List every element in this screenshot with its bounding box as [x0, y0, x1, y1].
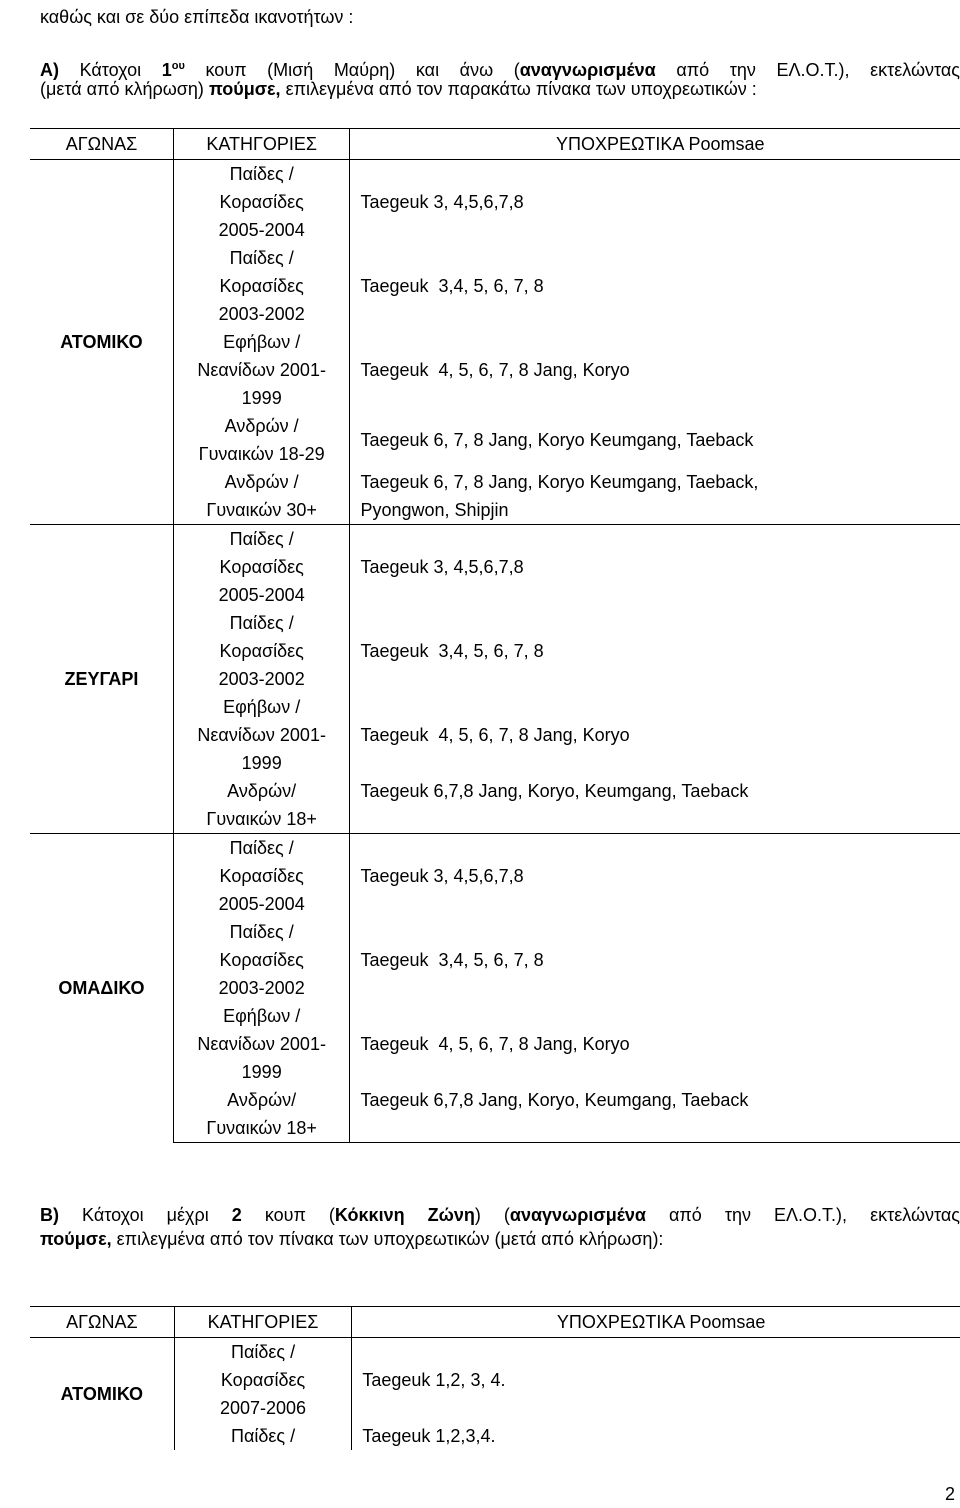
poomsae-cell [350, 412, 960, 468]
category-cell [173, 525, 350, 610]
category-line: 2005-2004 [218, 585, 305, 605]
header-categories: ΚΑΤΗΓΟΡΙΕΣ [174, 1307, 352, 1338]
poomsae-line: Taegeuk 1,2, 3, 4. [362, 1370, 506, 1390]
header-categories: ΚΑΤΗΓΟΡΙΕΣ [173, 129, 350, 160]
poomsae-line: Taegeuk 4, 5, 6, 7, 8 Jang, Koryo [360, 360, 630, 380]
category-cell [173, 244, 350, 328]
section-a-text1: Κάτοχοι [79, 60, 142, 80]
category-cell [173, 777, 350, 834]
section-a-poomse: πούμσε, [208, 79, 281, 99]
category-line: Κορασίδες [219, 276, 304, 296]
category-cell [174, 1422, 352, 1450]
category-cell [174, 1338, 352, 1423]
category-line: 2003-2002 [218, 669, 305, 689]
poomsae-cell [350, 1002, 960, 1086]
category-cell [173, 1086, 350, 1143]
category-line: Κορασίδες [219, 866, 304, 886]
poomsae-cell [350, 777, 960, 834]
category-line: 1999 [241, 388, 282, 408]
section-b-recognized: αναγνωρισμένα [509, 1205, 646, 1225]
table-row [30, 1338, 960, 1423]
category-line: 1999 [241, 753, 282, 773]
category-line: 1999 [241, 1062, 282, 1082]
category-line: Νεανίδων 2001- [197, 725, 326, 745]
category-line: Νεανίδων 2001- [197, 1034, 326, 1054]
category-line: Εφήβων / [223, 697, 301, 717]
section-a-sup: ου [171, 60, 185, 72]
table-header-row [30, 129, 960, 160]
category-line: Γυναικών 18-29 [198, 444, 325, 464]
poomsae-line: Taegeuk 4, 5, 6, 7, 8 Jang, Koryo [360, 1034, 630, 1054]
page-number: 2 [945, 1484, 956, 1504]
section-a-line2 [40, 78, 960, 100]
category-line: Ανδρών/ [227, 781, 297, 801]
category-cell [173, 328, 350, 412]
poomsae-cell [350, 244, 960, 328]
category-line: Γυναικών 18+ [206, 1118, 317, 1138]
header-event: ΑΓΩΝΑΣ [30, 1307, 174, 1338]
category-cell [173, 1002, 350, 1086]
table-row [30, 834, 960, 919]
category-cell [173, 412, 350, 468]
table-header-row [30, 1307, 960, 1338]
event-cell: ΑΤΟΜΙΚΟ [30, 160, 173, 525]
event-cell: ΟΜΑΔΙΚΟ [30, 834, 173, 1143]
poomsae-cell [352, 1422, 960, 1450]
header-event: ΑΓΩΝΑΣ [30, 129, 173, 160]
poomsae-line: Taegeuk 6, 7, 8 Jang, Koryo Keumgang, Taeback [360, 430, 754, 450]
poomsae-line: Taegeuk 3, 4,5,6,7,8 [360, 557, 524, 577]
section-a-line2-text2: επιλεγμένα από τον παρακάτω πίνακα των υποχρεωτικών : [285, 79, 757, 99]
category-line: 2003-2002 [218, 304, 305, 324]
poomsae-line: Taegeuk 3,4, 5, 6, 7, 8 [360, 641, 544, 661]
poomsae-cell [350, 525, 960, 610]
category-line: Παίδες / [229, 838, 294, 858]
category-line: Εφήβων / [223, 332, 301, 352]
table-row [30, 525, 960, 610]
event-cell: ΑΤΟΜΙΚΟ [30, 1338, 174, 1451]
category-line: 2007-2006 [219, 1398, 307, 1418]
category-cell [173, 693, 350, 777]
category-line: Παίδες / [229, 922, 294, 942]
category-cell [173, 609, 350, 693]
poomsae-line: Taegeuk 3,4, 5, 6, 7, 8 [360, 276, 544, 296]
section-b-num: 2 [231, 1205, 242, 1225]
category-line: Κορασίδες [219, 950, 304, 970]
category-line: Γυναικών 30+ [206, 500, 317, 520]
poomsae-line: Taegeuk 3, 4,5,6,7,8 [360, 192, 524, 212]
poomsae-table-advanced [30, 128, 960, 1143]
section-b-text2: κουπ ( [264, 1205, 335, 1225]
section-a-line2-text1: (μετά από κλήρωση) [40, 79, 204, 99]
poomsae-cell [350, 693, 960, 777]
category-line: 2005-2004 [218, 894, 305, 914]
section-a-label: Α) [40, 60, 59, 80]
category-cell [173, 468, 350, 525]
section-b-text4: από την ΕΛ.Ο.Τ.), εκτελώντας [668, 1205, 960, 1225]
section-a-text2: κουπ (Μισή Μαύρη) και άνω ( [205, 60, 520, 80]
table-row [30, 160, 960, 245]
poomsae-cell [350, 609, 960, 693]
category-line: Νεανίδων 2001- [197, 360, 326, 380]
category-line: Εφήβων / [223, 1006, 301, 1026]
section-b-red-belt: Κόκκινη Ζώνη [334, 1205, 475, 1225]
header-poomsae: ΥΠΟΧΡΕΩΤΙΚΑ Poomsae [350, 129, 960, 160]
poomsae-cell [350, 1086, 960, 1143]
poomsae-cell [350, 328, 960, 412]
category-line: Κορασίδες [219, 192, 304, 212]
section-a-recognized: αναγνωρισμένα [519, 60, 656, 80]
section-b-line2 [40, 1228, 960, 1250]
intro-line: καθώς και σε δύο επίπεδα ικανοτήτων : [40, 7, 354, 27]
category-line: Ανδρών/ [227, 1090, 297, 1110]
section-b-poomse: πούμσε, [40, 1229, 112, 1249]
category-line: Γυναικών 18+ [206, 809, 317, 829]
poomsae-line: Taegeuk 6, 7, 8 Jang, Koryo Keumgang, Taeback, [360, 472, 759, 492]
section-b-label: Β) [40, 1205, 59, 1225]
category-line: 2003-2002 [218, 978, 305, 998]
poomsae-line: Taegeuk 3,4, 5, 6, 7, 8 [360, 950, 544, 970]
section-b-text1: Κάτοχοι μέχρι [82, 1205, 209, 1225]
poomsae-line: Pyongwon, Shipjin [360, 500, 509, 520]
category-line: Ανδρών / [224, 472, 299, 492]
category-line: Ανδρών / [224, 416, 299, 436]
category-line: Παίδες / [229, 164, 294, 184]
category-line: Κορασίδες [219, 641, 304, 661]
category-cell [173, 918, 350, 1002]
poomsae-line: Taegeuk 1,2,3,4. [362, 1426, 496, 1446]
category-line: Παίδες / [229, 613, 294, 633]
poomsae-cell [350, 918, 960, 1002]
poomsae-line: Taegeuk 4, 5, 6, 7, 8 Jang, Koryo [360, 725, 630, 745]
section-b-line1 [40, 1204, 960, 1226]
category-line: Παίδες / [229, 248, 294, 268]
poomsae-cell [350, 160, 960, 245]
poomsae-line: Taegeuk 6,7,8 Jang, Koryo, Keumgang, Taeback [360, 781, 749, 801]
category-line: Κορασίδες [220, 1370, 306, 1390]
header-poomsae: ΥΠΟΧΡΕΩΤΙΚΑ Poomsae [352, 1307, 960, 1338]
section-a-num: $1^{o\upsilon}$ [161, 60, 185, 80]
category-line: Παίδες / [230, 1342, 296, 1362]
poomsae-cell [350, 468, 960, 525]
category-cell [173, 160, 350, 245]
event-cell: ΖΕΥΓΑΡΙ [30, 525, 173, 834]
poomsae-line: Taegeuk 6,7,8 Jang, Koryo, Keumgang, Taeback [360, 1090, 749, 1110]
poomsae-table-beginner [30, 1306, 960, 1450]
poomsae-line: Taegeuk 3, 4,5,6,7,8 [360, 866, 524, 886]
category-line: Παίδες / [229, 529, 294, 549]
section-b-text3: ) ( [474, 1205, 510, 1225]
category-cell [173, 834, 350, 919]
section-a-text3: από την ΕΛ.Ο.Τ.), εκτελώντας [676, 60, 960, 80]
poomsae-cell [352, 1338, 960, 1423]
category-line: Παίδες / [230, 1426, 296, 1446]
poomsae-cell [350, 834, 960, 919]
category-line: Κορασίδες [219, 557, 304, 577]
section-b-line2-text: επιλεγμένα από τον πίνακα των υποχρεωτικών (μετά από κλήρωση): [116, 1229, 664, 1249]
category-line: 2005-2004 [218, 220, 305, 240]
